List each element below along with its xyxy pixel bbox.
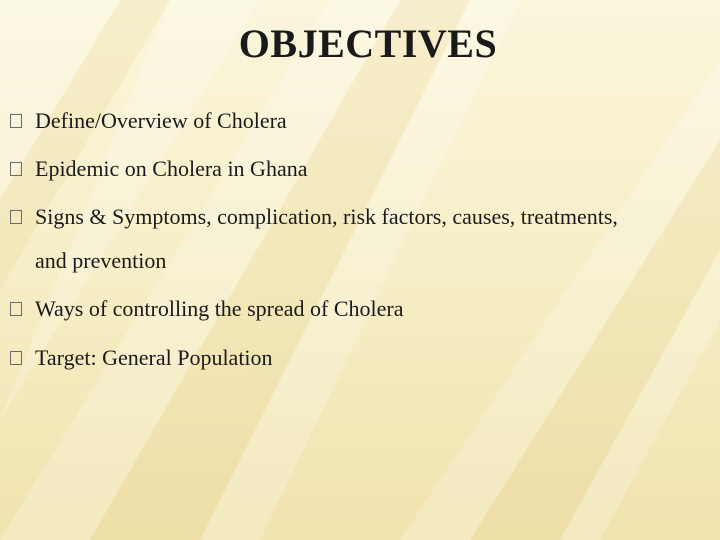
slide-title: OBJECTIVES <box>238 21 498 66</box>
list-item-text: Signs & Symptoms, complication, risk factors, causes, treatments, <box>35 204 618 229</box>
list-item-text: Define/Overview of Cholera <box>35 108 287 133</box>
list-item-text: Target: General Population <box>35 345 273 370</box>
list-item-text: Ways of controlling the spread of Cholera <box>35 296 404 321</box>
list-item-text: Epidemic on Cholera in Ghana <box>35 156 308 181</box>
checkbox-bullet-icon <box>10 210 22 224</box>
list-item-text: and prevention <box>35 248 167 273</box>
checkbox-bullet-icon <box>10 351 22 365</box>
checkbox-bullet-icon <box>10 162 22 176</box>
checkbox-bullet-icon <box>10 302 22 316</box>
checkbox-bullet-icon <box>10 114 22 128</box>
